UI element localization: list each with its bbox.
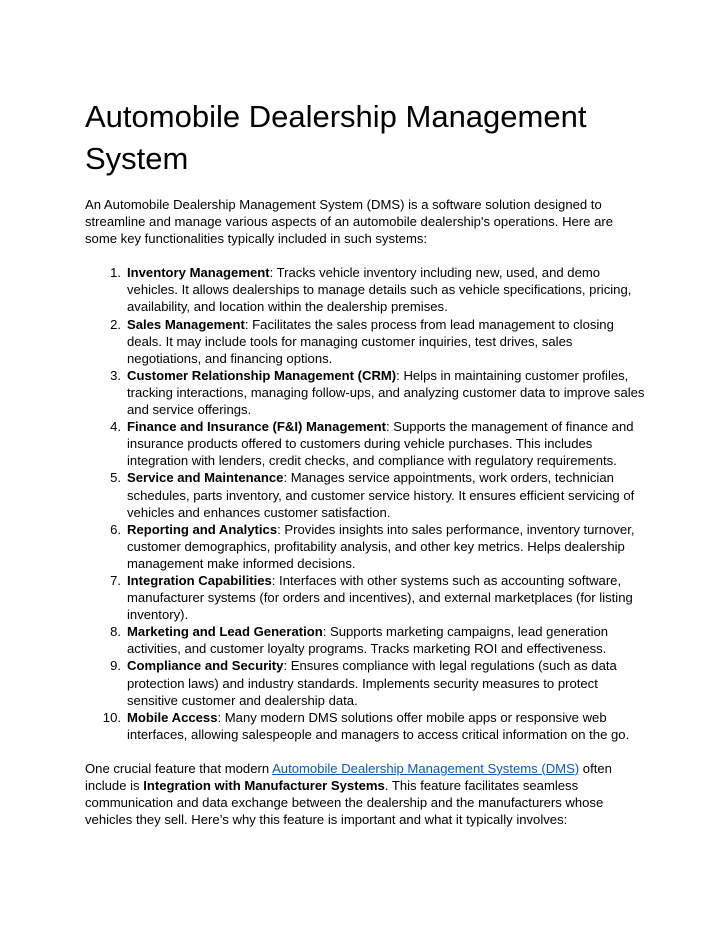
document-title: Automobile Dealership Management System [85, 99, 587, 176]
list-item-description: : Provides insights into sales performance, inventory turnover, customer demographics, profitability analysis, and other key metrics. Helps dealership management make informed decisions. [127, 521, 635, 571]
document-page [85, 96, 645, 828]
dms-link[interactable]: Automobile Dealership Management Systems (DMS) [272, 760, 580, 776]
list-item-number: 3. [110, 367, 121, 383]
list-item-number: 5. [110, 470, 121, 486]
list-item-description: : Tracks vehicle inventory including new, used, and demo vehicles. It allows dealerships to manage details such as vehicle specifications, pricing, availability, and location within the dealership premises. [127, 265, 632, 315]
list-item-term: Inventory Management [127, 265, 270, 281]
intro-paragraph: An Automobile Dealership Management System (DMS) is a software solution designed to streamline and manage various aspects of an automobile dealership's operations. Here are some key functionalities typically included in such systems: [85, 197, 614, 247]
list-item [85, 316, 645, 367]
list-item-number: 2. [110, 316, 121, 332]
list-item-description: : Supports the management of finance and insurance products offered to customers during vehicle purchases. This includes integration with lenders, credit checks, and compliance with regulatory requirements. [127, 419, 634, 469]
list-item-description: : Interfaces with other systems such as accounting software, manufacturer systems (for orders and incentives), and external marketplaces (for listing inventory). [127, 572, 633, 623]
functionality-list [85, 264, 645, 743]
list-item [85, 521, 645, 572]
list-item-term: Mobile Access [127, 709, 218, 725]
list-item [85, 264, 645, 315]
list-item [85, 657, 645, 708]
list-item-term: Reporting and Analytics [127, 521, 278, 537]
list-item [85, 469, 645, 520]
closing-text-end: . This feature facilitates seamless communication and data exchange between the dealership and the manufacturers whose vehicles they sell. Here’s why this feature is important and what it typically involves: [85, 778, 604, 828]
list-item-term: Finance and Insurance (F&I) Management [127, 419, 387, 435]
list-item-description: : Supports marketing campaigns, lead generation activities, and customer loyalty programs. Tracks marketing ROI and effectiveness. [127, 624, 609, 657]
list-item-term: Sales Management [127, 316, 245, 332]
list-item [85, 367, 645, 418]
closing-bold-feature: Integration with Manufacturer Systems [143, 778, 385, 793]
list-item-term: Service and Maintenance [127, 470, 284, 486]
list-item-term: Marketing and Lead Generation [127, 624, 323, 640]
list-item-number: 4. [110, 419, 121, 435]
list-item [85, 572, 645, 623]
closing-text-mid: often include is [85, 760, 612, 793]
list-item [85, 623, 645, 657]
closing-text-start: One crucial feature that modern [85, 760, 273, 776]
list-item-number: 6. [110, 521, 121, 537]
list-item-description: : Many modern DMS solutions offer mobile apps or responsive web interfaces, allowing salespeople and managers to access critical information on the go. [127, 709, 630, 742]
closing-paragraph [85, 760, 645, 828]
list-item-term: Compliance and Security [127, 658, 284, 674]
list-item [85, 709, 645, 743]
list-item-number: 1. [110, 265, 121, 281]
list-item [85, 418, 645, 469]
list-item-number: 8. [110, 624, 121, 640]
list-item-term: Customer Relationship Management (CRM) [127, 367, 397, 383]
list-item-description: : Helps in maintaining customer profiles, tracking interactions, managing follow-ups, and analyzing customer data to improve sales and service offerings. [127, 367, 645, 418]
list-item-description: : Manages service appointments, work orders, technician schedules, parts inventory, and customer service history. It ensures efficient servicing of vehicles and enhances customer satisfaction. [127, 470, 635, 520]
list-item-number: 10. [102, 709, 121, 725]
list-item-term: Integration Capabilities [127, 572, 272, 588]
list-item-number: 7. [110, 572, 121, 588]
list-item-number: 9. [110, 658, 121, 674]
list-item-description: : Facilitates the sales process from lead management to closing deals. It may include tools for managing customer inquiries, test drives, sales negotiations, and financing options. [127, 316, 614, 366]
list-item-description: : Ensures compliance with legal regulations (such as data protection laws) and industry standards. Implements security measures to protect sensitive customer and dealership data. [127, 658, 617, 708]
